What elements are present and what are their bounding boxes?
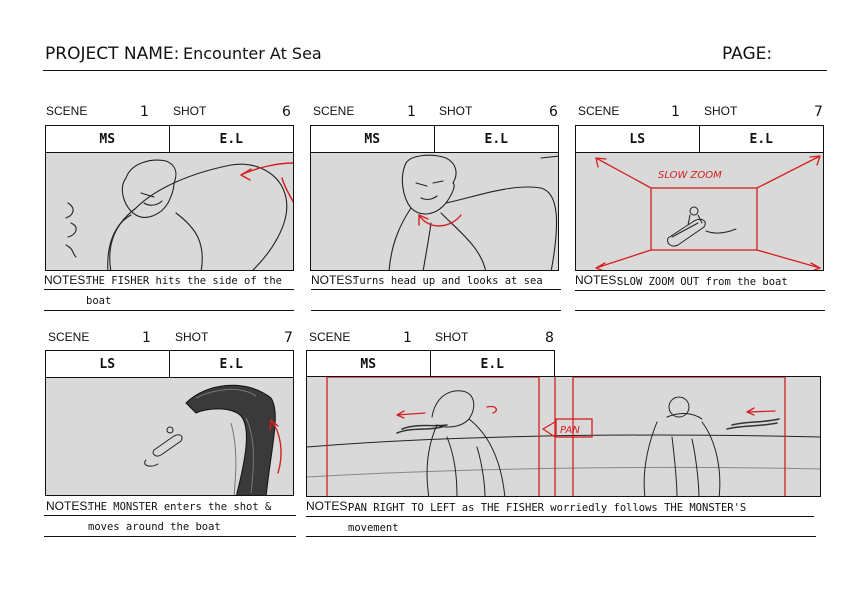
shot-label: SHOT bbox=[704, 104, 738, 118]
zoom-note: SLOW ZOOM bbox=[658, 170, 722, 181]
shot-label: SHOT bbox=[435, 330, 469, 344]
header-divider bbox=[43, 70, 827, 71]
shot-number: 8 bbox=[545, 330, 554, 346]
sketch-frame bbox=[575, 152, 824, 271]
camera-cell: E.L bbox=[749, 131, 773, 147]
sketch-frame bbox=[45, 377, 294, 496]
shot-label: SHOT bbox=[173, 104, 207, 118]
scene-number: 1 bbox=[142, 330, 151, 346]
sketch-frame bbox=[310, 152, 559, 271]
notes-line-2: moves around the boat bbox=[88, 521, 221, 533]
framing-cell: MS bbox=[307, 351, 431, 377]
monster-enter-sketch bbox=[46, 378, 294, 496]
slow-zoom-sketch bbox=[576, 153, 824, 271]
pan-note: PAN bbox=[560, 425, 580, 436]
sketch-frame-pan bbox=[306, 376, 821, 497]
framing-cell: MS bbox=[46, 126, 170, 152]
scene-label: SCENE bbox=[309, 330, 351, 344]
notes-rule-1 bbox=[44, 289, 294, 290]
boat-icon bbox=[145, 427, 182, 466]
shot-info-bar bbox=[310, 125, 559, 153]
camera-cell: E.L bbox=[219, 356, 243, 372]
framing-cell: LS bbox=[576, 126, 700, 152]
notes-rule-2 bbox=[306, 536, 816, 537]
boat-icon bbox=[668, 207, 736, 246]
framing-cell: MS bbox=[311, 126, 435, 152]
notes-line-1: Turns head up and looks at sea bbox=[353, 275, 543, 287]
notes-line-1: THE FISHER hits the side of the bbox=[86, 275, 282, 287]
camera-cell: E.L bbox=[484, 131, 508, 147]
shot-number: 6 bbox=[282, 104, 291, 120]
shot-number: 7 bbox=[284, 330, 293, 346]
notes-line-1: THE MONSTER enters the shot & bbox=[88, 501, 272, 513]
notes-rule-1 bbox=[311, 289, 561, 290]
scene-number: 1 bbox=[671, 104, 680, 120]
scene-label: SCENE bbox=[48, 330, 90, 344]
notes-label: NOTES: bbox=[44, 273, 89, 287]
camera-cell: E.L bbox=[219, 131, 243, 147]
notes-line-1: PAN RIGHT TO LEFT as THE FISHER worriedly follows THE MONSTER'S bbox=[348, 502, 747, 514]
shot-number: 6 bbox=[549, 104, 558, 120]
shot-label: SHOT bbox=[439, 104, 473, 118]
notes-rule-2 bbox=[44, 310, 294, 311]
scene-number: 1 bbox=[140, 104, 149, 120]
shot-label: SHOT bbox=[175, 330, 209, 344]
shot-info-bar bbox=[45, 350, 294, 378]
notes-label: NOTES: bbox=[575, 273, 620, 287]
scene-label: SCENE bbox=[578, 104, 620, 118]
notes-rule-2 bbox=[311, 310, 561, 311]
project-name-label: PROJECT NAME: bbox=[45, 44, 180, 64]
notes-rule-1 bbox=[575, 290, 825, 291]
scene-number: 1 bbox=[407, 104, 416, 120]
notes-rule-2 bbox=[44, 536, 296, 537]
shot-number: 7 bbox=[814, 104, 823, 120]
shot-info-bar bbox=[575, 125, 824, 153]
page-label: PAGE: bbox=[722, 44, 773, 64]
notes-label: NOTES: bbox=[311, 273, 356, 287]
notes-line-1: SLOW ZOOM OUT from the boat bbox=[617, 276, 788, 288]
fisher-look-sketch bbox=[311, 153, 559, 271]
notes-rule-1 bbox=[306, 516, 814, 517]
notes-label: NOTES: bbox=[46, 499, 91, 513]
notes-label: NOTES: bbox=[306, 499, 351, 513]
shot-info-bar bbox=[306, 350, 555, 378]
framing-cell: LS bbox=[46, 351, 170, 377]
scene-label: SCENE bbox=[313, 104, 355, 118]
scene-number: 1 bbox=[403, 330, 412, 346]
notes-rule-2 bbox=[575, 310, 825, 311]
camera-cell: E.L bbox=[480, 356, 504, 372]
notes-line-2: boat bbox=[86, 295, 112, 307]
notes-line-2: movement bbox=[348, 522, 399, 534]
shot-info-bar bbox=[45, 125, 294, 153]
fisher-hit-sketch bbox=[46, 153, 294, 271]
notes-rule-1 bbox=[44, 515, 296, 516]
monster-shape bbox=[186, 385, 275, 496]
project-name-value: Encounter At Sea bbox=[183, 44, 322, 63]
scene-label: SCENE bbox=[46, 104, 88, 118]
sketch-frame bbox=[45, 152, 294, 271]
pan-sketch bbox=[307, 377, 821, 497]
